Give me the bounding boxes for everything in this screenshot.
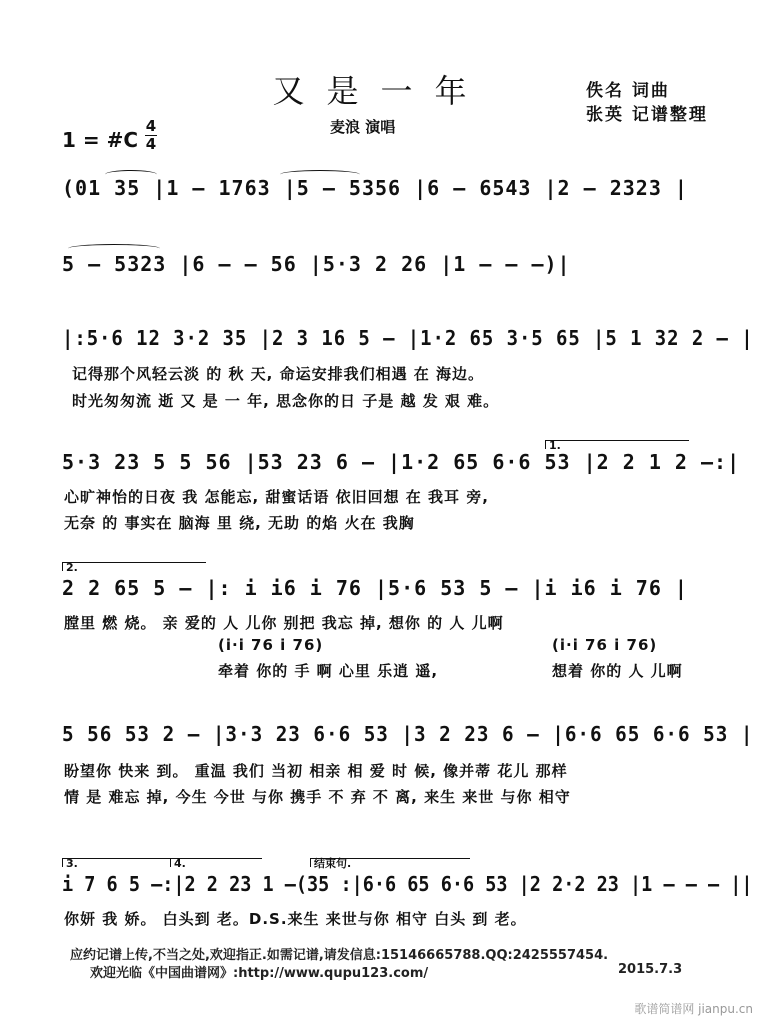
lyric-verse-1: 心旷神怡的日夜 我 怎能忘, 甜蜜话语 依旧回想 在 我耳 旁,: [64, 488, 489, 506]
lyric-verse-2: 想着 你的 人 儿啊: [552, 662, 683, 680]
lyric-verse-2: 牵着 你的 手 啊 心里 乐逍 遥,: [218, 662, 439, 680]
volta-final-ending: 结束句.: [310, 858, 470, 867]
singer-credit: 麦浪 演唱: [330, 118, 396, 136]
footer-date: 2015.7.3: [618, 962, 683, 977]
composer-credit: 佚名 词曲: [586, 81, 670, 101]
score-row-5: 2 2 65 5 — |: i i6 i 76 |5·6 53 5 — |i i6 i 76 |: [62, 576, 688, 600]
watermark: 歌谱简谱网 jianpu.cn: [634, 1002, 753, 1016]
footer-note: 应约记谱上传,不当之处,欢迎指正.如需记谱,请发信息:15146665788.QQ:2425557454.: [70, 948, 609, 963]
score-row-7: i 7 6 5 —:|2 2 23 1 —(35 :|6·6 65 6·6 53 |2 2·2 23 |1 — — — ||: [62, 872, 753, 896]
lyric-verse-1: 记得那个风轻云淡 的 秋 天, 命运安排我们相遇 在 海边。: [72, 365, 485, 383]
volta-second-ending: 2.: [62, 562, 206, 571]
key-signature: 1 = #C: [62, 128, 139, 152]
score-row-2: 5 — 5323 |6 — — 56 |5·3 2 26 |1 — — —)|: [62, 252, 571, 276]
meter-top: 4: [145, 117, 157, 135]
meter-bottom: 4: [145, 135, 157, 153]
transcriber-credit: 张英 记谱整理: [586, 105, 708, 125]
volta-first-ending: 1.: [545, 440, 689, 449]
footer-website: 欢迎光临《中国曲谱网》:http://www.qupu123.com/: [90, 966, 429, 981]
lyric-verse-1: 盼望你 快来 到。 重温 我们 当初 相亲 相 爱 时 候, 像并蒂 花儿 那样: [64, 762, 568, 780]
page-title: 又是一年: [272, 72, 489, 110]
score-row-3: |:5·6 12 3·2 35 |2 3 16 5 — |1·2 65 3·5 65 |5 1 32 2 — |: [62, 326, 754, 350]
time-signature: [145, 118, 157, 153]
tie-mark: [105, 170, 157, 179]
score-row-6: 5 56 53 2 — |3·3 23 6·6 53 |3 2 23 6 — |6·6 65 6·6 53 |: [62, 722, 754, 746]
lyric-verse-1: 膛里 燃 烧。 亲 爱的 人 儿你 别把 我忘 掉, 想你 的 人 儿啊: [64, 614, 504, 632]
echo-notes: (i·i 76 i 76): [218, 636, 324, 654]
lyric-verse-2: 无奈 的 事实在 脑海 里 绕, 无助 的焰 火在 我胸: [64, 514, 415, 532]
echo-notes: (i·i 76 i 76): [552, 636, 658, 654]
tie-mark: [280, 170, 360, 179]
volta-fourth-ending: 4.: [170, 858, 262, 867]
lyric-verse-2: 时光匆匆流 逝 又 是 一 年, 思念你的日 子是 越 发 艰 难。: [72, 392, 500, 410]
score-row-4: 5·3 23 5 5 56 |53 23 6 — |1·2 65 6·6 53 |2 2 1 2 —:|: [62, 450, 741, 474]
lyric-verse-1: 你妍 我 娇。 白头到 老。D.S.来生 来世与你 相守 白头 到 老。: [64, 910, 527, 928]
tie-mark: [68, 244, 160, 253]
volta-third-ending: 3.: [62, 858, 170, 867]
score-row-1: (01 35 |1 — 1763 |5 — 5356 |6 — 6543 |2 — 2323 |: [62, 176, 688, 200]
lyric-verse-2: 情 是 难忘 掉, 今生 今世 与你 携手 不 弃 不 离, 来生 来世 与你 相守: [64, 788, 571, 806]
